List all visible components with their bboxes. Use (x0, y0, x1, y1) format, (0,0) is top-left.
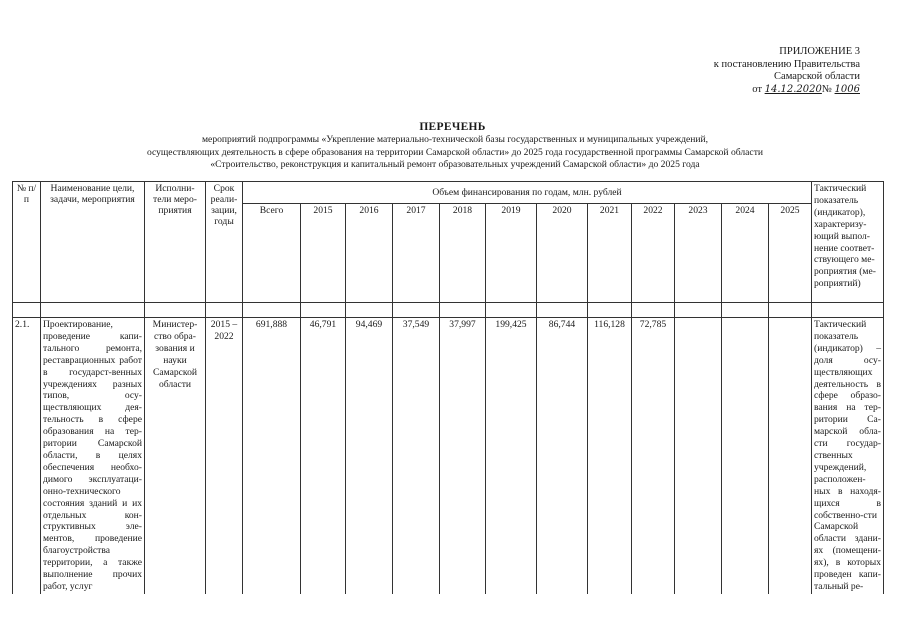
header-year: 2022 (632, 204, 675, 303)
row-value (675, 318, 722, 594)
row-indicator: Тактический показатель (индикатор) – доля осу-ществляющих деятельность в сфере образо-вания на тер-ритории Са-марской обла-сти государ-ственных учреждений, расположен-ных в находя-щихся в собственно-сти Самарской области здани-ях (помещени-ях), в которых проведен капи-тальный ре- (812, 318, 884, 594)
table-spacer-row (13, 303, 884, 318)
number-sign: № (821, 83, 832, 95)
row-value: 37,997 (440, 318, 486, 594)
row-num: 2.1. (13, 318, 41, 594)
measures-table (12, 181, 884, 594)
row-value: 37,549 (393, 318, 440, 594)
header-year: 2023 (675, 204, 722, 303)
row-value: 86,744 (537, 318, 588, 594)
appendix-region-line: Самарской области (774, 71, 860, 82)
row-value: 199,425 (486, 318, 537, 594)
header-year: 2021 (588, 204, 632, 303)
header-executors: Исполни-тели меро-приятия (145, 182, 206, 303)
header-period: Срок реали-зации, годы (206, 182, 243, 303)
appendix-resolution-line: к постановлению Правительства (713, 58, 860, 70)
row-name: Проектирование, проведение капи-тального ремонта, реставрационных работ в государст-венных учреждениях разных типов, осу-ществляющих дея-тельность в сфере образования на тер-ритории Самарской области, в целях обеспечения необхо-димого эксплуатаци-онно-технического состояния зданий и их отдельных кон-структивных эле-ментов, проведение благоустройства территории, а также выполнение прочих работ, услуг (41, 318, 145, 594)
appendix-block (660, 46, 860, 96)
header-year: 2017 (393, 204, 440, 303)
header-indicator: Тактический показатель (индикатор), характеризу-ющий выпол-нение соответ-ствующего ме-роприятия (ме-роприятий) (812, 182, 884, 303)
row-value: 46,791 (301, 318, 346, 594)
row-value: 116,128 (588, 318, 632, 594)
table-row (13, 318, 884, 594)
handwritten-number: 1006 (834, 83, 860, 95)
document-subtitle (40, 134, 870, 172)
header-year: 2025 (769, 204, 812, 303)
subtitle-line: осуществляющих деятельность в сфере образования на территории Самарской области» до 2025 года государственной программы Самарской области (146, 146, 764, 158)
header-year: 2019 (486, 204, 537, 303)
subtitle-line: «Строительство, реконструкция и капитальный ремонт образовательных учреждений Самарской области» до 2025 года (210, 159, 700, 170)
header-year: 2015 (301, 204, 346, 303)
subtitle-line: мероприятий подпрограммы «Укрепление материально-технической базы государственных и муниципальных учреждений, (201, 134, 709, 145)
handwritten-date: 14.12.2020 (764, 83, 822, 95)
header-year: 2016 (346, 204, 393, 303)
header-funding: Объем финансирования по годам, млн. рублей (243, 182, 812, 204)
row-value: 94,469 (346, 318, 393, 594)
row-value: 72,785 (632, 318, 675, 594)
row-executors: Министер-ство обра-зования и науки Самарской области (145, 318, 206, 594)
header-name: Наименование цели, задачи, мероприятия (41, 182, 145, 303)
header-year: 2020 (537, 204, 588, 303)
row-value (722, 318, 769, 594)
date-prefix: от (752, 83, 762, 95)
appendix-title: ПРИЛОЖЕНИЕ 3 (779, 46, 860, 57)
row-period: 2015 – 2022 (206, 318, 243, 594)
document-title: ПЕРЕЧЕНЬ (419, 121, 486, 133)
row-total: 691,888 (243, 318, 301, 594)
header-year: 2018 (440, 204, 486, 303)
table-header-row (13, 182, 884, 204)
header-year: 2024 (722, 204, 769, 303)
header-total: Всего (243, 204, 301, 303)
header-num: № п/п (13, 182, 41, 303)
row-value (769, 318, 812, 594)
appendix-date-line (660, 84, 860, 97)
